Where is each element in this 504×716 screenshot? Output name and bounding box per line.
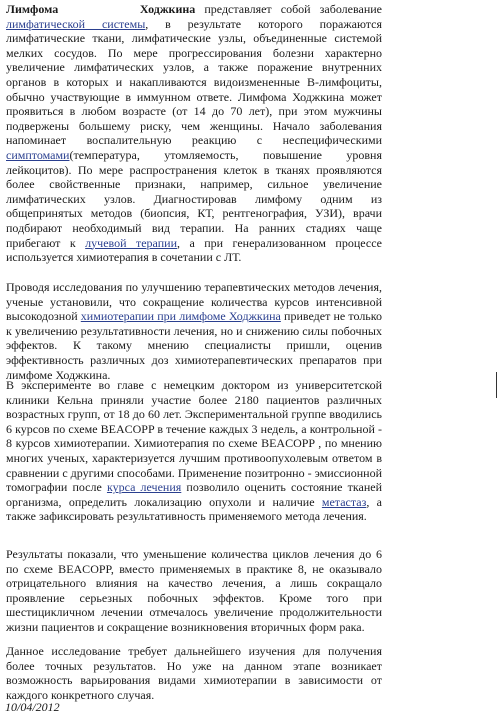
text-segment: Проводя исследования по улучшению терапевтических методов лечения, ученые установили, что сокращение количества курсов интенсивной высокодозной — [6, 280, 382, 324]
paragraph-results — [6, 547, 382, 635]
paragraph-conclusion — [6, 644, 382, 702]
text-segment: представляет собой заболевание — [195, 2, 382, 16]
text-segment: Результаты показали, что уменьшение количества циклов лечения до 6 по схеме BEACOPP, вместо применяемых в практике 8, не оказывало отрицательного влияния на качество лечения, а лишь сокращало проявление серьезных побочных эффектов. Кроме того при шестицикличном лечении отмечалось увеличение продолжительности жизни пациентов и сокращение возникновения вторичных форм рака. — [6, 547, 382, 634]
title-word-hodgkin: Ходжкина — [139, 2, 196, 16]
publication-date: 10/04/2012 — [5, 700, 60, 714]
link-symptoms[interactable]: симптомами — [6, 147, 70, 162]
paragraph-intro — [6, 2, 382, 265]
link-chemotherapy-hodgkin[interactable]: химиотерапии при лимфоме Ходжкина — [80, 309, 281, 324]
text-segment: В эксперименте во главе с немецким доктором из университетской клиники Кельна приняли участие более 2180 пациентов различных возрастных групп, от 18 до 60 лет. Экспериментальной группе вводились 6 курсов по схеме BEACOPP в течение каждых 3 недель, а контрольной - 8 курсов химиотерапии. Химиотерапия по схеме BEACOPP , по мнению многих ученых, характеризуется лучшим противоопухолевым ответом в сравнении с другими способами. Применение позитронно - эмиссионной томографии после — [6, 378, 382, 495]
text-segment: , а также зафиксировать результативность применяемого метода лечения. — [6, 494, 383, 524]
scan-margin-mark — [496, 372, 497, 398]
link-radiation-therapy[interactable]: лучевой терапии — [85, 235, 177, 250]
link-course-of-treatment[interactable]: курса лечения — [106, 480, 182, 495]
text-segment: Данное исследование требует дальнейшего изучения для получения более точных результатов. Но уже на данном этапе возникает возможность варьирования видами химиотерапии в зависимости от каждого конкретного случая. — [6, 644, 382, 702]
paragraph-research — [6, 280, 382, 382]
title-word-lymphoma: Лимфома — [6, 2, 59, 16]
text-segment: , а при генерализованном процессе используется химиотерапия в сочетании с ЛТ. — [6, 235, 383, 265]
paragraph-experiment — [6, 378, 382, 524]
text-segment: (температура, утомляемость, повышение уровня лейкоцитов). По мере распространения клеток в тканях проявляются более свойственные признаки, например, сильное увеличение лимфатических узлов. Диагностировав лимфому одним из общепринятых методов (биопсия, КТ, рентгенография, УЗИ), врачи подбирают необходимый вид терапии. На ранних стадиях чаще прибегают к — [6, 147, 382, 250]
link-metastases[interactable]: метастаз — [321, 494, 367, 509]
text-segment: приведет не только к увеличению результативности лечения, но и снижению силы побочных эффектов. К такому мнению специалисты пришли, оценив эффективность различных доз химиотерапевтических препаратов при лимфоме Ходжкина. — [6, 309, 383, 382]
link-lymphatic-system[interactable]: лимфатической системы — [6, 16, 146, 31]
text-segment: позволило оценить состояние тканей организма, определить локализацию опухоли и наличие — [6, 480, 383, 509]
text-segment: , в результате которого поражаются лимфатические ткани, лимфатические узлы, объединенные системой мелких сосудов. По мере прогрессирования болезни характерно увеличение лимфатических узлов, а также поражение внутренних органов в которых и накапливаются видоизмененные В-лимфоциты, обычно участвующие в иммунном ответе. Лимфома Ходжкина может проявиться в любом возрасте (от 14 до 70 лет), при этом мужчины подвержены большему риску, чем женщины. Начало заболевания напоминает воспалительную реакцию с неспецифическими — [6, 16, 383, 148]
